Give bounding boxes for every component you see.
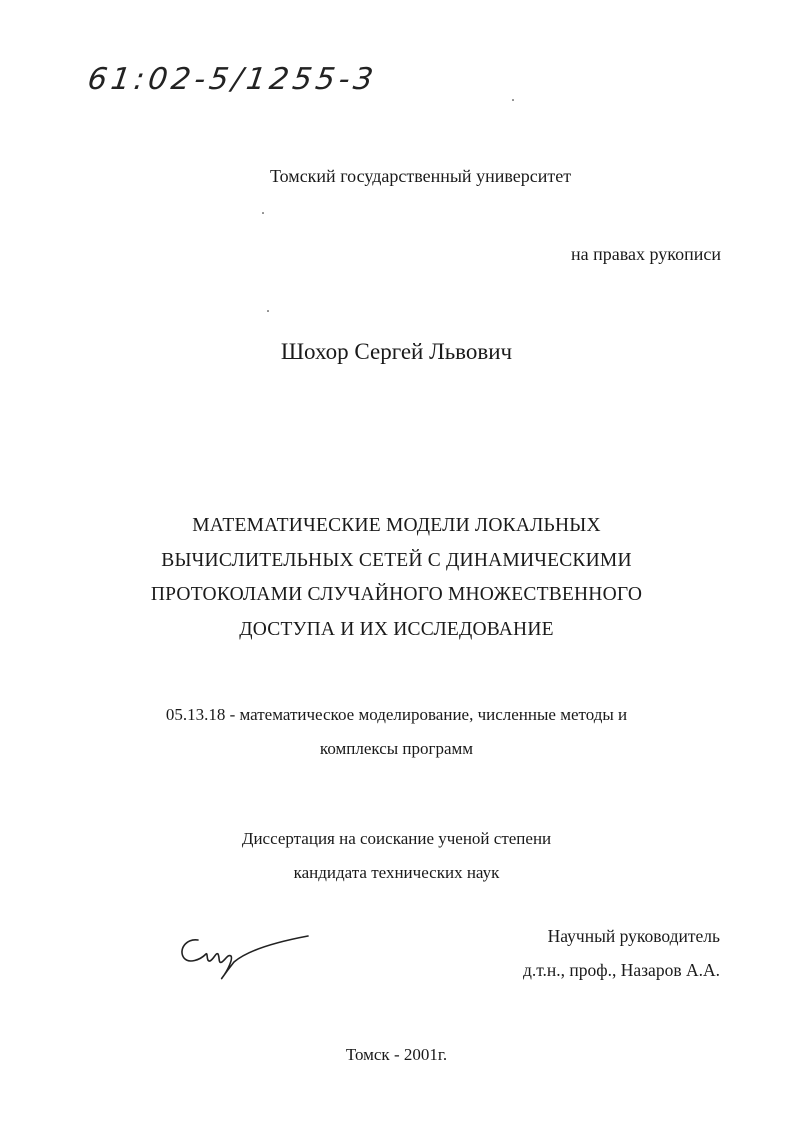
scan-speck — [267, 310, 269, 312]
manuscript-rights: на правах рукописи — [571, 244, 721, 264]
supervisor-name: д.т.н., проф., Назаров А.А. — [522, 960, 720, 980]
title-line: МАТЕМАТИЧЕСКИЕ МОДЕЛИ ЛОКАЛЬНЫХ — [192, 515, 601, 536]
specialty-line: комплексы программ — [319, 739, 474, 758]
university-name: Томский государственный университет — [270, 166, 572, 186]
handwritten-signature-icon — [176, 928, 316, 984]
title-line: ВЫЧИСЛИТЕЛЬНЫХ СЕТЕЙ С ДИНАМИЧЕСКИМИ — [161, 550, 632, 571]
scan-speck — [512, 99, 514, 101]
title-line: ДОСТУПА И ИХ ИССЛЕДОВАНИЕ — [239, 619, 554, 640]
title-line: ПРОТОКОЛАМИ СЛУЧАЙНОГО МНОЖЕСТВЕННОГО — [150, 584, 643, 605]
supervisor-label: Научный руководитель — [547, 926, 720, 946]
archive-number: 61:02-5/1255-3 — [85, 62, 380, 97]
degree-line: кандидата технических наук — [293, 863, 500, 882]
city-year: Томск - 2001г. — [345, 1045, 448, 1064]
specialty-line: 05.13.18 - математическое моделирование, численные методы и — [165, 705, 628, 724]
degree-line: Диссертация на соискание ученой степени — [241, 829, 552, 848]
scan-speck — [262, 212, 264, 214]
author-name: Шохор Сергей Львович — [280, 339, 513, 364]
